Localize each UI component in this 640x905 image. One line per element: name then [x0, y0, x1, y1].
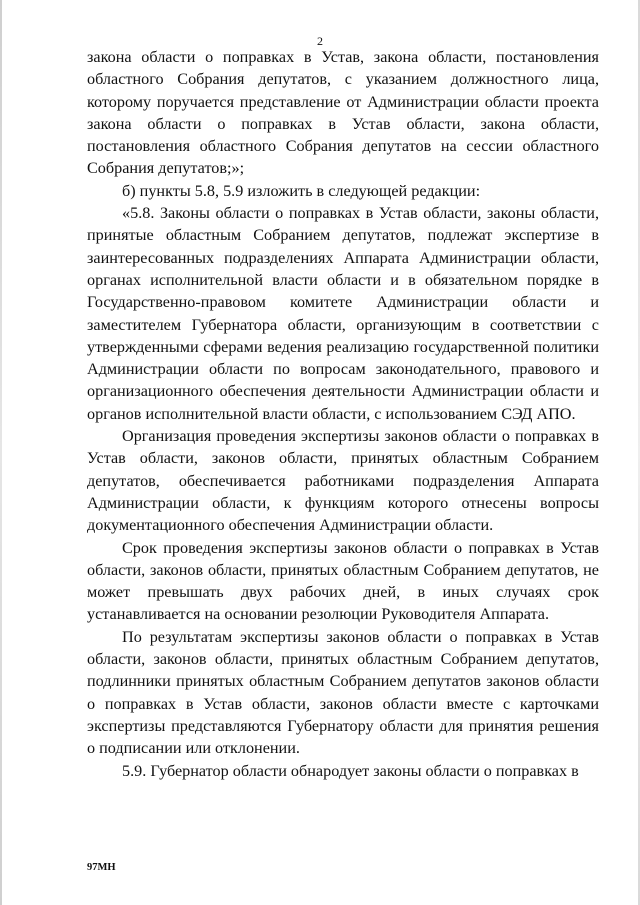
document-code: 97МН	[87, 862, 116, 873]
paragraph-5-9: 5.9. Губернатор области обнародует законы области о поправках в	[122, 761, 579, 780]
paragraph-5-8: «5.8. Законы области о поправках в Устав области, законы области, принятые областным Собранием депутатов, подлежат экспертизе в заинтересованных подразделениях Аппарата Администрации области, органах исполнительной власти области и в обязательном порядке в Государственно-правовом комитете Администрации области и заместителем Губернатора области, организующим в соответствии с утвержденными сферами ведения реализацию государственной политики Администрации области по вопросам законодательного, правового и организационного обеспечения деятельности Администрации области и органов исполнительной власти области, с использованием СЭД АПО.	[87, 204, 599, 423]
page-number: 2	[317, 34, 323, 48]
paragraph-expertise-results: По результатам экспертизы законов области о поправках в Устав области, законов области, принятых областным Собранием депутатов, подлинники принятых областным Собранием депутатов законов области о поправках в Устав области, законов области вместе с карточками экспертизы представляются Губернатору области для принятия решения о подписании или отклонении.	[87, 627, 599, 758]
paragraph-expertise-organization: Организация проведения экспертизы законов области о поправках в Устав области, законов области, принятых областным Собранием депутатов, обеспечивается работниками подразделения Аппарата Администрации области, к функциям которого отнесены вопросы документационного обеспечения Администрации области.	[87, 427, 599, 535]
paragraph-item-b: б) пункты 5.8, 5.9 изложить в следующей редакции:	[122, 181, 481, 200]
scan-edge-left	[0, 0, 2, 905]
paragraph-continuation: закона области о поправках в Устав, закона области, постановления областного Собрания депутатов, с указанием должностного лица, которому поручается представление от Администрации области проекта закона области о поправках в Устав области, закона области, постановления областного Собрания депутатов на сессии областного Собрания депутатов;»;	[87, 48, 599, 178]
paragraph-expertise-term: Срок проведения экспертизы законов области о поправках в Устав области, законов области, принятых областным Собранием депутатов, не может превышать двух рабочих дней, в иных случаях срок устанавливается на основании резолюции Руководителя Аппарата.	[87, 538, 599, 624]
document-body	[87, 46, 599, 782]
